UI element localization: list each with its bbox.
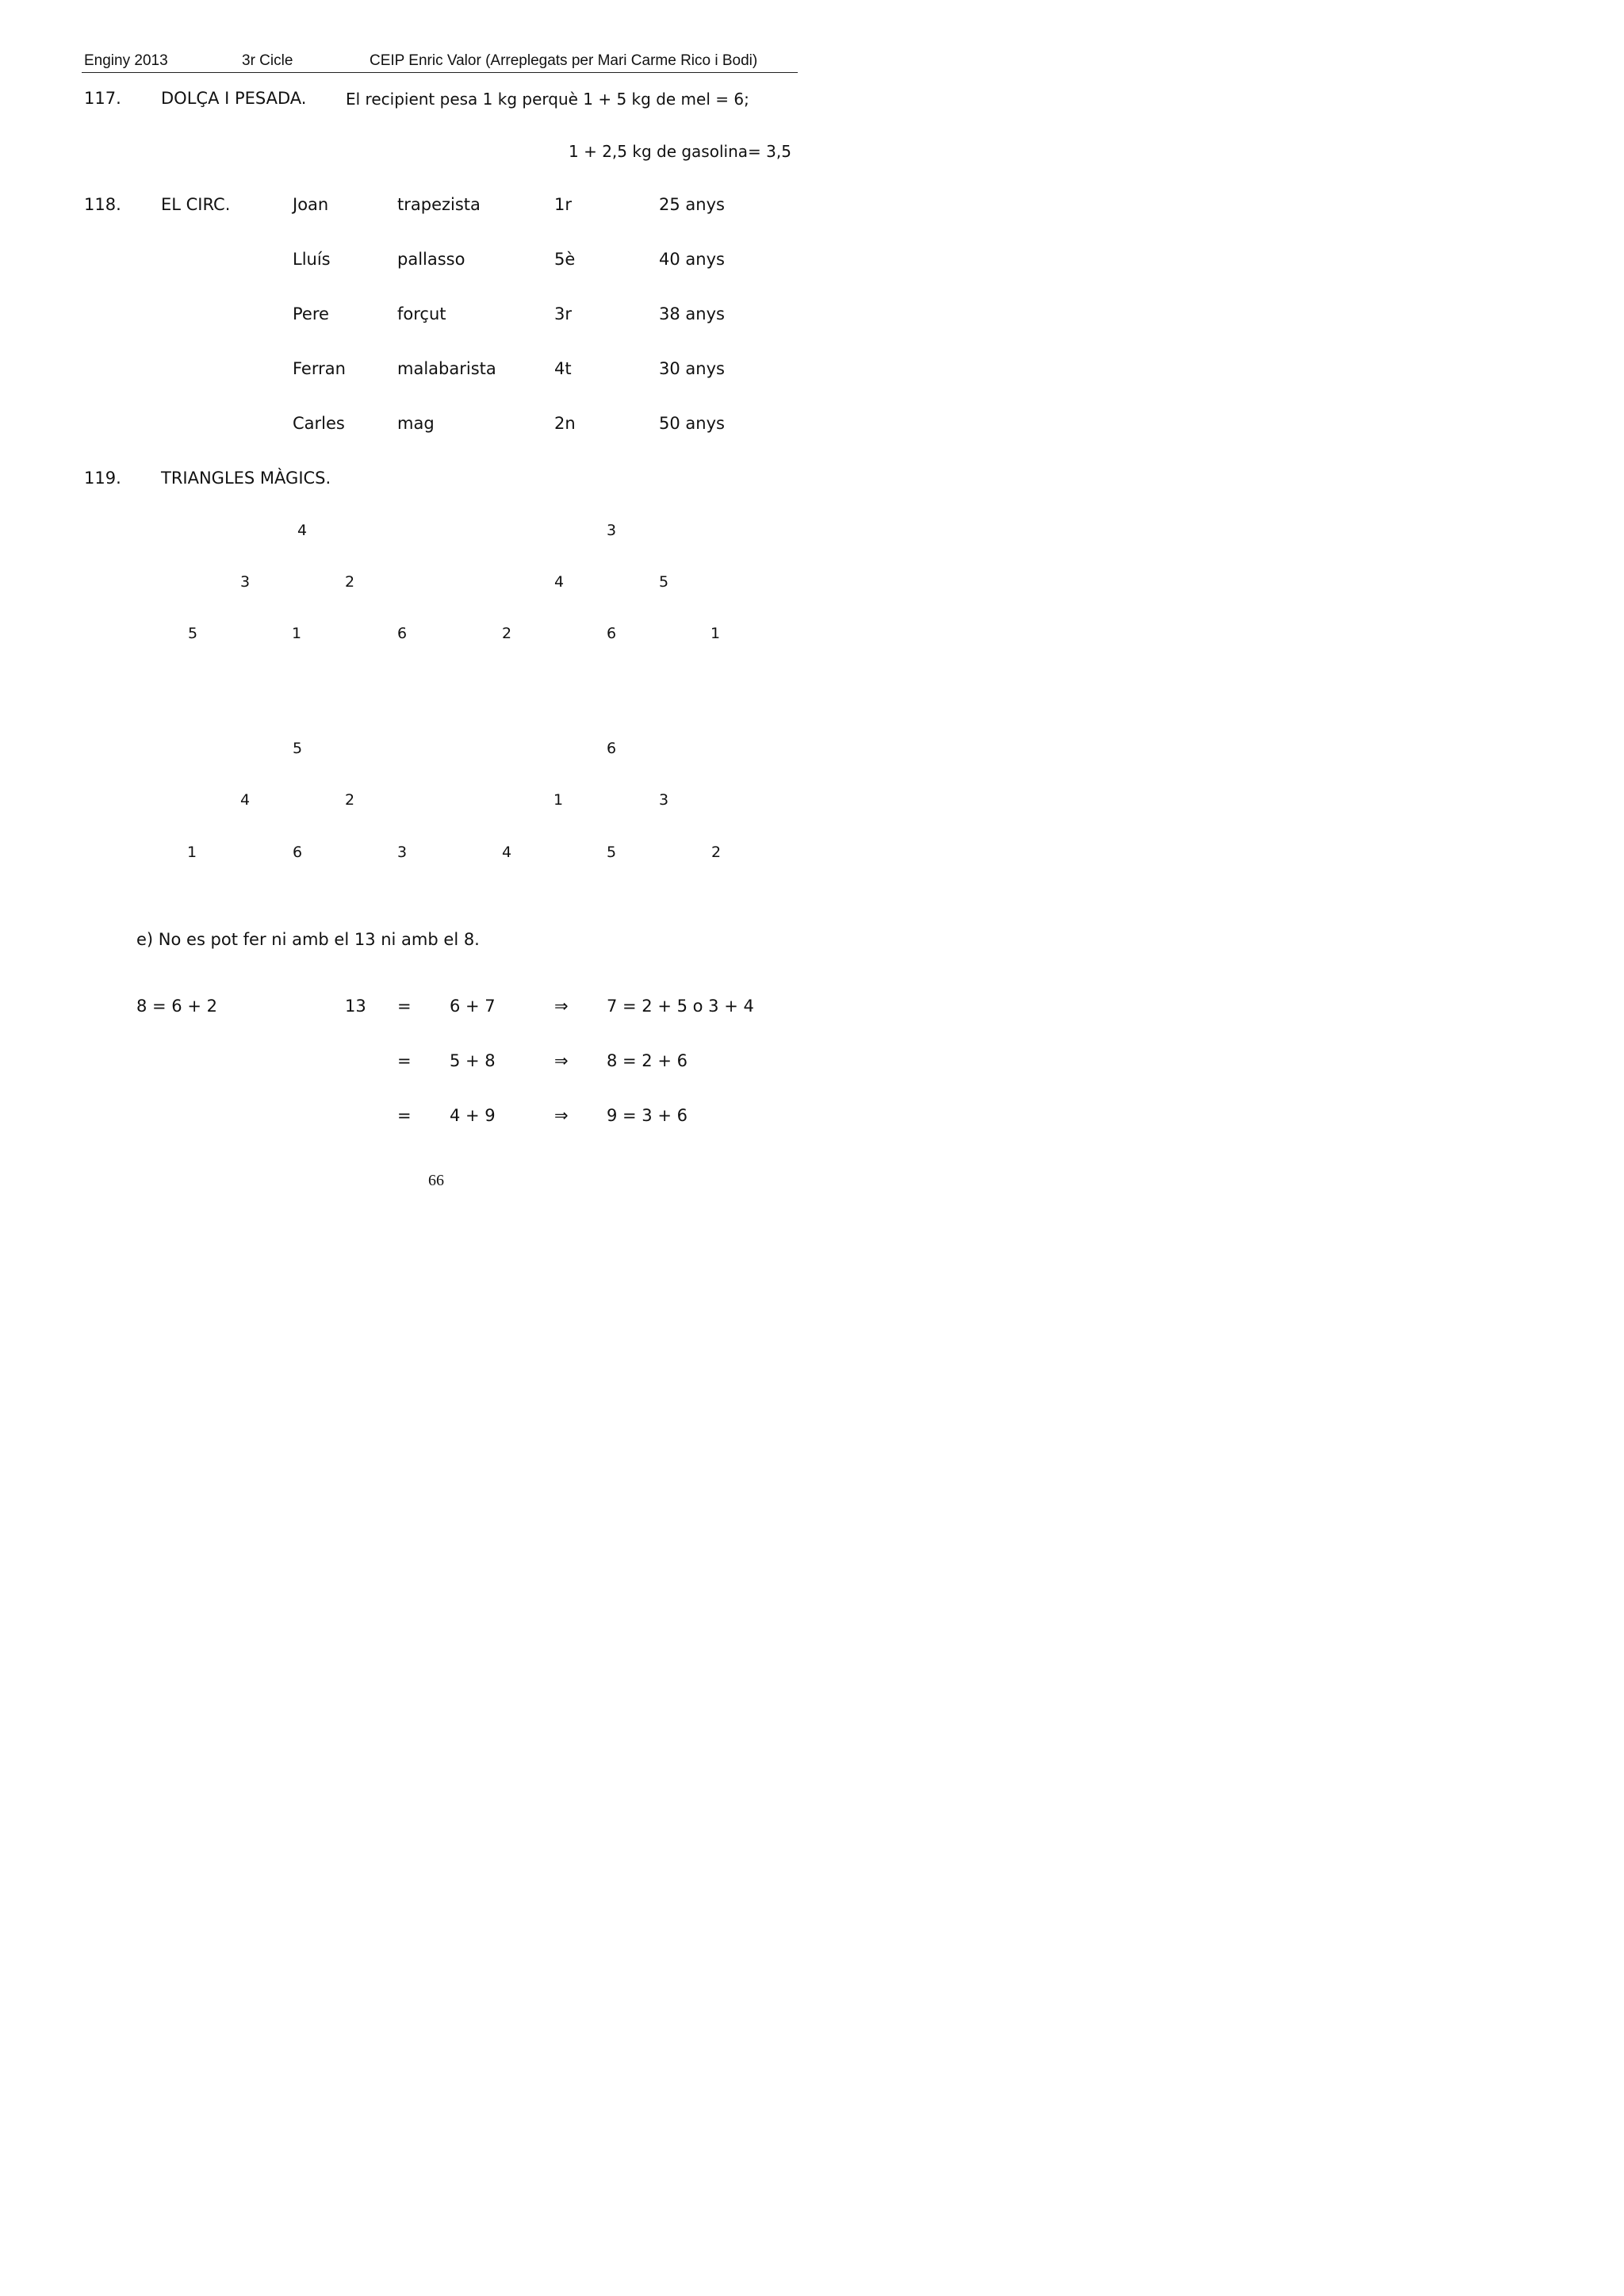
circ-row-position: 1r (554, 195, 572, 214)
header-title: Enginy 2013 (84, 52, 168, 69)
circ-row-age: 50 anys (659, 414, 725, 433)
circ-row-age: 38 anys (659, 304, 725, 323)
circ-row-age: 25 anys (659, 195, 725, 214)
circ-row-name: Carles (293, 414, 345, 433)
triangle-number: 3 (397, 844, 408, 861)
implies-arrow-icon: ⇒ (554, 1051, 569, 1070)
triangle-number: 2 (345, 791, 355, 809)
circ-row-role: malabarista (397, 359, 496, 378)
problem-117-title: DOLÇA I PESADA. (161, 89, 307, 108)
circ-row-role: pallasso (397, 250, 465, 269)
problem-117-number: 117. (84, 89, 121, 108)
circ-row-age: 30 anys (659, 359, 725, 378)
triangle-number: 6 (607, 625, 617, 642)
problem-118-number: 118. (84, 195, 121, 214)
decomposition: 9 = 3 + 6 (607, 1106, 688, 1125)
header-school: CEIP Enric Valor (Arreplegats per Mari Carme Rico i Bodi) (370, 52, 758, 69)
header-cycle: 3r Cicle (242, 52, 293, 69)
triangle-number: 5 (188, 625, 198, 642)
triangle-number: 3 (240, 573, 251, 591)
sum: 6 + 7 (450, 997, 496, 1016)
equals-sign: = (397, 997, 412, 1016)
circ-row-role: trapezista (397, 195, 481, 214)
problem-117-line1: El recipient pesa 1 kg perquè 1 + 5 kg de mel = 6; (346, 90, 749, 109)
circ-row-name: Ferran (293, 359, 346, 378)
triangle-number: 1 (710, 625, 721, 642)
circ-row-position: 2n (554, 414, 576, 433)
triangle-number: 2 (345, 573, 355, 591)
problem-119-title: TRIANGLES MÀGICS. (161, 469, 331, 488)
triangle-number: 3 (659, 791, 669, 809)
triangle-number: 5 (659, 573, 669, 591)
circ-row-role: mag (397, 414, 435, 433)
circ-row-role: forçut (397, 304, 446, 323)
triangle-number: 6 (293, 844, 303, 861)
decomposition: 7 = 2 + 5 o 3 + 4 (607, 997, 754, 1016)
header-rule (82, 72, 798, 73)
circ-row-position: 4t (554, 359, 572, 378)
triangle-number: 3 (607, 522, 617, 539)
triangle-number: 4 (297, 522, 308, 539)
circ-row-name: Joan (293, 195, 329, 214)
circ-row-name: Lluís (293, 250, 331, 269)
note-e: e) No es pot fer ni amb el 13 ni amb el 8. (136, 930, 480, 949)
implies-arrow-icon: ⇒ (554, 997, 569, 1016)
sum: 5 + 8 (450, 1051, 496, 1070)
triangle-number: 5 (607, 844, 617, 861)
triangle-number: 6 (607, 740, 617, 757)
equals-sign: = (397, 1051, 412, 1070)
triangle-number: 1 (187, 844, 197, 861)
circ-row-position: 3r (554, 304, 572, 323)
triangle-number: 5 (293, 740, 303, 757)
triangle-number: 6 (397, 625, 408, 642)
implies-arrow-icon: ⇒ (554, 1106, 569, 1125)
equation-8: 8 = 6 + 2 (136, 997, 217, 1016)
equation-13-lhs: 13 (345, 997, 366, 1016)
equals-sign: = (397, 1106, 412, 1125)
problem-117-line2: 1 + 2,5 kg de gasolina= 3,5 (569, 142, 791, 161)
page-number: 66 (428, 1172, 444, 1189)
triangle-number: 4 (554, 573, 565, 591)
circ-row-name: Pere (293, 304, 329, 323)
triangle-number: 1 (292, 625, 302, 642)
problem-119-number: 119. (84, 469, 121, 488)
triangle-number: 2 (711, 844, 722, 861)
triangle-number: 4 (240, 791, 251, 809)
sum: 4 + 9 (450, 1106, 496, 1125)
circ-row-age: 40 anys (659, 250, 725, 269)
decomposition: 8 = 2 + 6 (607, 1051, 688, 1070)
circ-row-position: 5è (554, 250, 576, 269)
triangle-number: 2 (502, 625, 512, 642)
triangle-number: 4 (502, 844, 512, 861)
triangle-number: 1 (553, 791, 564, 809)
problem-118-title: EL CIRC. (161, 195, 231, 214)
